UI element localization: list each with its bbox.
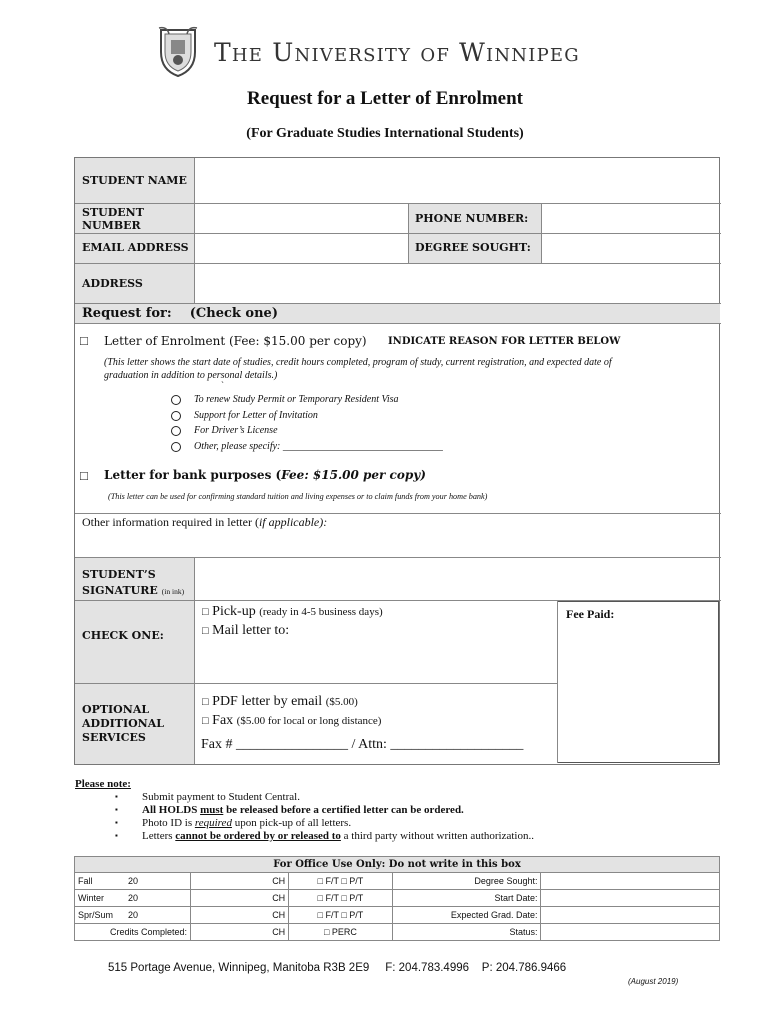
office-field-label: Start Date: [392, 890, 541, 907]
student-number-field[interactable] [195, 204, 407, 232]
note-item-2 [142, 804, 464, 816]
bank-letter-note: (This letter can be used for confirming standard tuition and living expenses or to claim funds from your home bank) [108, 492, 488, 501]
note-item-4-b: cannot be ordered by or released to [175, 830, 341, 842]
note-item-2-a: All HOLDS [142, 804, 201, 816]
check-one-label: CHECK ONE: [82, 629, 164, 642]
pdf-option[interactable] [202, 694, 358, 710]
office-field-label: Degree Sought: [392, 873, 541, 890]
note-item-1: Submit payment to Student Central. [142, 791, 300, 803]
office-year: 20 [128, 893, 139, 903]
note-item-3-a: Photo ID is [142, 817, 195, 829]
note-bullet-1: ▪ [115, 792, 118, 801]
reason-radio-drivers-license[interactable] [171, 426, 181, 436]
fax-option[interactable] [202, 713, 381, 729]
other-info-field[interactable] [76, 533, 719, 556]
indicate-reason-instruction: INDICATE REASON FOR LETTER BELOW [388, 336, 621, 347]
note-item-2-b: must [200, 804, 224, 816]
note-item-4 [142, 830, 534, 842]
university-name: The University of Winnipeg [214, 38, 580, 67]
address-field[interactable] [195, 264, 719, 302]
email-field[interactable] [195, 234, 407, 262]
request-for-heading: Request for: (Check one) [82, 306, 278, 321]
reason-other[interactable]: Other, please specify: ________________________________ [194, 441, 443, 452]
mail-label: Mail letter to: [212, 623, 290, 638]
letter-note-line1: (This letter shows the start date of studies, credit hours completed, program of study, current registration, and expected date of [104, 357, 612, 368]
note-item-4-c: a third party without written authorization.. [340, 830, 534, 842]
office-use-heading: For Office Use Only: Do not write in this box [75, 857, 720, 873]
pdf-label: PDF letter by email [212, 694, 323, 709]
phone-number-field[interactable] [542, 204, 719, 232]
office-row [75, 924, 720, 941]
office-row [75, 907, 720, 924]
bank-letter-label-wrap [104, 468, 426, 482]
optional-label-line3: SERVICES [82, 731, 146, 744]
office-term-cell [75, 907, 191, 924]
fax-label: Fax [212, 713, 234, 728]
degree-sought-label: DEGREE SOUGHT: [415, 241, 531, 254]
office-field-value[interactable] [541, 907, 720, 924]
bank-letter-fee: Fee: $15.00 per copy) [281, 468, 426, 482]
pdf-fee: ($5.00) [325, 696, 358, 708]
bank-letter-label: Letter for bank purposes ( [104, 468, 282, 482]
mail-checkbox[interactable]: □ [202, 625, 209, 637]
fee-paid-box[interactable] [557, 601, 719, 763]
student-number-label-line2: NUMBER [82, 219, 141, 232]
student-name-field[interactable] [195, 159, 719, 202]
office-year: 20 [128, 876, 139, 886]
office-term-cell [75, 890, 191, 907]
note-item-3 [142, 817, 351, 829]
signature-field[interactable] [195, 558, 719, 599]
optional-label-line1: OPTIONAL [82, 703, 150, 716]
signature-in-ink-note: (in ink) [161, 587, 185, 596]
fax-number-attn-line[interactable]: Fax # ________________ / Attn: ___________________ [201, 737, 524, 752]
reason-radio-study-permit[interactable] [171, 395, 181, 405]
bank-letter-checkbox[interactable]: □ [80, 468, 88, 483]
note-bullet-4: ▪ [115, 831, 118, 840]
student-number-label-line1: STUDENT [82, 206, 144, 219]
page-subtitle: (For Graduate Studies International Students) [246, 126, 524, 141]
office-row [75, 873, 720, 890]
office-field-value[interactable] [541, 890, 720, 907]
note-item-3-c: upon pick-up of all letters. [231, 817, 352, 829]
pickup-label: Pick-up [212, 604, 256, 619]
office-ch: CH [191, 924, 289, 941]
office-field-label: Expected Grad. Date: [392, 907, 541, 924]
signature-label-line2: SIGNATURE [82, 584, 158, 597]
office-term: Spr/Sum [78, 910, 114, 920]
office-credits-label: Credits Completed: [75, 924, 191, 941]
reason-invitation: Support for Letter of Invitation [194, 410, 318, 421]
office-field-value[interactable] [541, 924, 720, 941]
reason-radio-invitation[interactable] [171, 411, 181, 421]
optional-label-line2: ADDITIONAL [82, 717, 164, 730]
office-status: □ F/T □ P/T [289, 873, 392, 890]
office-field-value[interactable] [541, 873, 720, 890]
other-info-label-wrap [82, 515, 327, 530]
office-status: □ F/T □ P/T [289, 907, 392, 924]
letter-note-line2: graduation in addition to personal details.) [104, 370, 278, 381]
please-note-heading: Please note: [75, 778, 131, 790]
pdf-checkbox[interactable]: □ [202, 696, 209, 708]
footer-date: (August 2019) [628, 977, 679, 986]
office-ch: CH [191, 873, 289, 890]
tick-mark: ` [221, 380, 224, 390]
email-address-label: EMAIL ADDRESS [82, 241, 189, 254]
note-item-2-c: be released before a certified letter can be ordered. [223, 804, 464, 816]
office-use-table [74, 856, 720, 941]
note-bullet-2: ▪ [115, 805, 118, 814]
reason-study-permit: To renew Study Permit or Temporary Resident Visa [194, 394, 399, 405]
pickup-checkbox[interactable]: □ [202, 606, 209, 618]
note-bullet-3: ▪ [115, 818, 118, 827]
office-year: 20 [128, 910, 139, 920]
letter-of-enrolment-checkbox[interactable]: □ [80, 333, 88, 348]
fee-paid-label: Fee Paid: [566, 607, 615, 621]
reason-radio-other[interactable] [171, 442, 181, 452]
student-name-label: STUDENT NAME [82, 174, 187, 187]
note-item-4-a: Letters [142, 830, 176, 842]
letter-of-enrolment-label: Letter of Enrolment (Fee: $15.00 per copy) [104, 334, 367, 348]
fax-checkbox[interactable]: □ [202, 715, 209, 727]
office-field-label: Status: [392, 924, 541, 941]
office-status: □ F/T □ P/T [289, 890, 392, 907]
office-term: Fall [78, 876, 93, 886]
office-ch: CH [191, 907, 289, 924]
university-crest-logo [157, 26, 199, 78]
mail-option[interactable] [202, 623, 289, 639]
signature-label-line1: STUDENT’S [82, 568, 156, 581]
request-form [74, 157, 720, 765]
pickup-option[interactable] [202, 604, 383, 620]
fax-fee: ($5.00 for local or long distance) [236, 715, 382, 727]
signature-label-line2-wrap [82, 581, 184, 599]
degree-sought-field[interactable] [542, 234, 719, 262]
pickup-note: (ready in 4-5 business days) [259, 606, 383, 618]
note-item-3-b: required [194, 817, 232, 829]
office-term-cell [75, 873, 191, 890]
office-status: □ PERC [289, 924, 392, 941]
office-row [75, 890, 720, 907]
page-title: Request for a Letter of Enrolment [247, 88, 523, 109]
office-term: Winter [78, 893, 105, 903]
phone-number-label: PHONE NUMBER: [415, 212, 529, 225]
footer-address: 515 Portage Avenue, Winnipeg, Manitoba R3B 2E9 F: 204.783.4996 P: 204.786.9466 [108, 962, 567, 974]
reason-drivers-license: For Driver’s License [194, 425, 278, 436]
other-info-label: Other information required in letter ( [82, 515, 259, 529]
other-info-applicable: if applicable): [258, 515, 328, 529]
office-ch: CH [191, 890, 289, 907]
address-label: ADDRESS [82, 277, 143, 290]
